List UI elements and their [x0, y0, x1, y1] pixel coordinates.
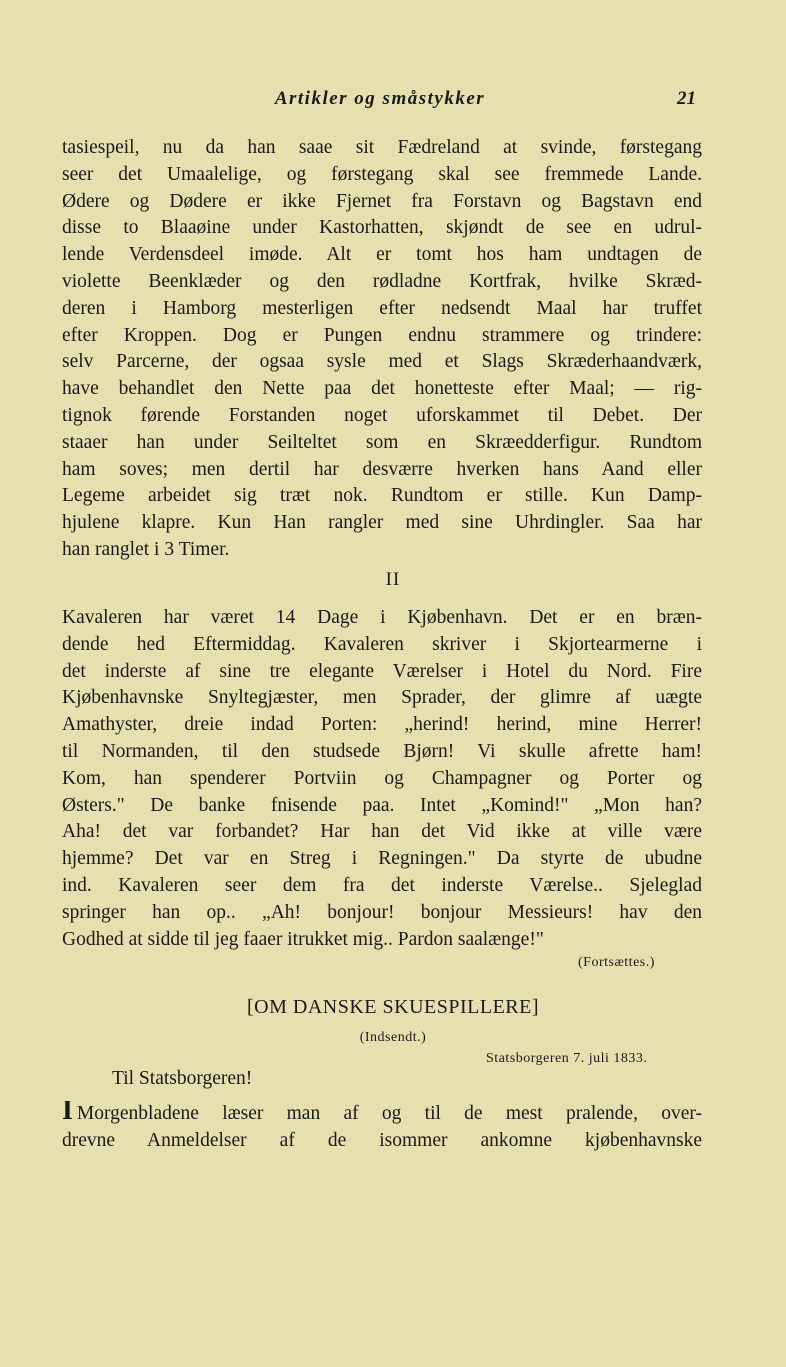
text-line: Aha! det var forbandet? Har han det Vid ikke at ville være [62, 821, 702, 843]
section-2-text [62, 605, 702, 953]
section-1-text [62, 135, 702, 564]
text-line: Legeme arbeidet sig træt nok. Rundtom er stille. Kun Damp- [62, 485, 702, 507]
continued-note: (Fortsættes.) [578, 955, 655, 970]
page-header [60, 88, 700, 116]
text-line: hjemme? Det var en Streg i Regningen." Da styrte de ubudne [62, 848, 702, 870]
text-line: det inderste af sine tre elegante Værelser i Hotel du Nord. Fire [62, 660, 702, 682]
text-line: springer han op.. „Ah! bonjour! bonjour Messieurs! hav den [62, 901, 702, 923]
text-line: deren i Hamborg mesterligen efter nedsendt Maal har truffet [62, 297, 702, 319]
text-line: tasiespeil, nu da han saae sit Fædreland at svinde, førstegang [62, 137, 702, 158]
text-line: Kom, han spenderer Portviin og Champagner og Porter og [62, 767, 702, 789]
text-line: tignok førende Forstanden noget uforskammet til Debet. Der [62, 404, 702, 426]
text-line: seer det Umaalelige, og førstegang skal see fremmede Lande. [62, 163, 702, 185]
text-line: ind. Kavaleren seer dem fra det inderste Værelse.. Sjeleglad [62, 874, 702, 896]
text-line: Amathyster, dreie indad Porten: „herind! herind, mine Herrer! [62, 714, 702, 736]
text-line: violette Beenklæder og den rødladne Kortfrak, hvilke Skræd- [62, 270, 702, 292]
text-line: han ranglet i 3 Timer. [62, 538, 230, 560]
drop-cap: I [62, 1101, 73, 1126]
first-line-text: Morgenbladene læser man af og til de mest pralende, over- [76, 1103, 702, 1124]
text-line [62, 1101, 702, 1128]
text-line: Kjøbenhavnske Snyltegjæster, men Sprader, der glimre af uægte [62, 687, 702, 709]
text-line: ham soves; men dertil har desværre hverken hans Aand eller [62, 458, 702, 480]
article-title: [OM DANSKE SKUESPILLERE] [247, 996, 539, 1018]
text-line: til Normanden, til den studsede Bjørn! Vi skulle afrette ham! [62, 740, 702, 762]
text-line: have behandlet den Nette paa det honetteste efter Maal; — rig- [62, 378, 702, 400]
text-line: Ødere og Dødere er ikke Fjernet fra Forstavn og Bagstavn end [62, 190, 702, 212]
submitted-note: (Indsendt.) [359, 1030, 427, 1045]
text-line: efter Kroppen. Dog er Pungen endnu strammere og trindere: [62, 324, 702, 346]
text-line: Godhed at sidde til jeg faaer itrukket mig.. Pardon saalænge!" [62, 928, 544, 950]
source-note: Statsborgeren 7. juli 1833. [486, 1051, 648, 1066]
text-line: dende hed Eftermiddag. Kavaleren skriver i Skjortearmerne i [62, 633, 702, 655]
text-line: selv Parcerne, der ogsaa sysle med et Slags Skræderhaandværk, [62, 351, 702, 373]
text-line: disse to Blaaøine under Kastorhatten, skjøndt de see en udrul- [62, 217, 702, 239]
greeting: Til Statsborgeren! [112, 1068, 253, 1089]
text-line: Østers." De banke fnisende paa. Intet „Komind!" „Mon han? [62, 794, 702, 816]
text-line: hjulene klapre. Kun Han rangler med sine Uhrdingler. Saa har [62, 512, 702, 534]
section-number: II [385, 569, 401, 590]
text-line: Kavaleren har været 14 Dage i Kjøbenhavn. Det er en bræn- [62, 607, 702, 628]
text-line: staaer han under Seilteltet som en Skræedderfigur. Rundtom [62, 431, 702, 453]
running-title: Artikler og småstykker [274, 88, 486, 109]
page-number: 21 [677, 88, 696, 109]
text-line: drevne Anmeldelser af de isommer ankomne kjøbenhavnske [62, 1129, 702, 1151]
text-line: lende Verdensdeel imøde. Alt er tomt hos ham undtagen de [62, 244, 702, 266]
article-body [62, 1101, 702, 1155]
